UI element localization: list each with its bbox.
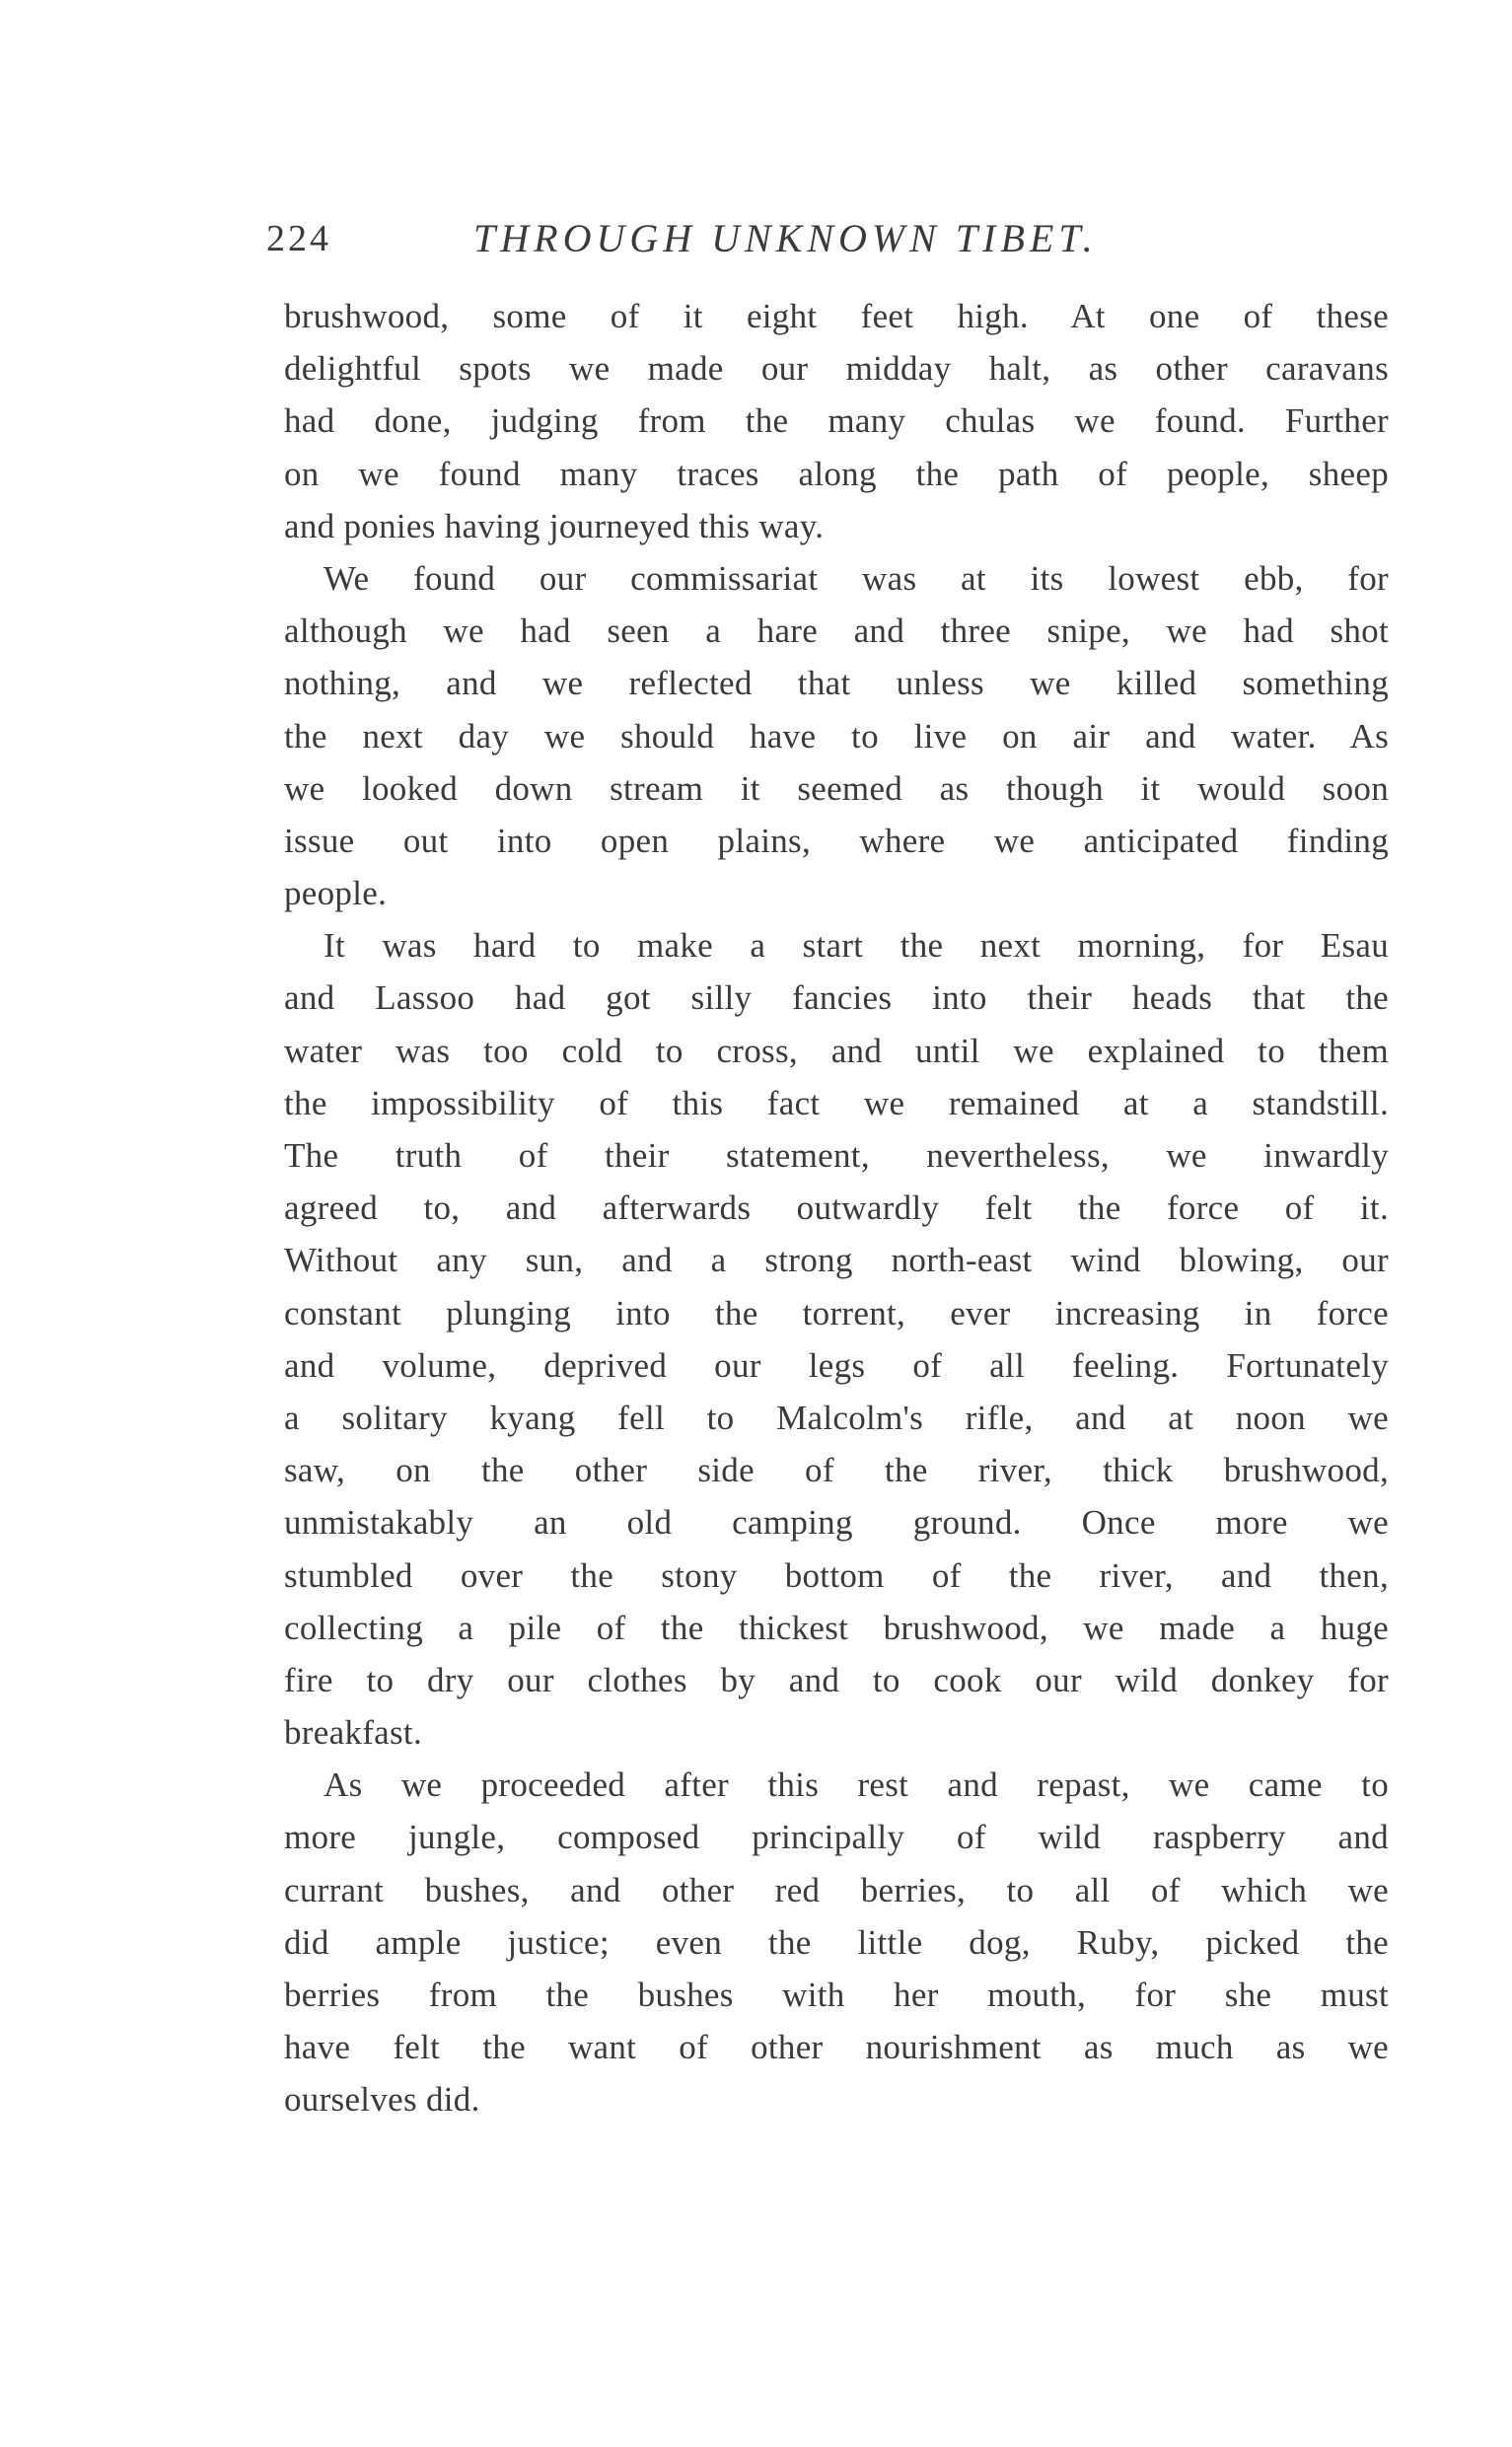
text-line: have felt the want of other nourishment as much as we [284,2028,1389,2067]
page-number: 224 [266,218,331,259]
text-line: breakfast. [284,1713,423,1753]
text-line: Without any sun, and a strong north-east wind blowing, our [284,1241,1389,1280]
text-line: on we found many traces along the path of people, sheep [284,454,1389,493]
text-line: fire to dry our clothes by and to cook our wild donkey for [284,1660,1389,1699]
text-line: collecting a pile of the thickest brushwood, we made a huge [284,1608,1389,1647]
text-line: more jungle, composed principally of wild raspberry and [284,1818,1389,1857]
text-line: saw, on the other side of the river, thick brushwood, [284,1451,1389,1490]
text-line: constant plunging into the torrent, ever increasing in force [284,1293,1389,1332]
text-line: agreed to, and afterwards outwardly felt the force of it. [284,1188,1389,1228]
text-line: issue out into open plains, where we anticipated finding [284,821,1389,860]
text-line: a solitary kyang fell to Malcolm's rifle, and at noon we [284,1398,1389,1437]
text-line: water was too cold to cross, and until we explained to them [284,1031,1389,1070]
text-line: We found our commissariat was at its lowest ebb, for [324,558,1389,598]
running-head [266,209,1391,268]
text-line: ourselves did. [284,2080,480,2120]
text-line: the impossibility of this fact we remained at a standstill. [284,1083,1389,1122]
text-line: and Lassoo had got silly fancies into their heads that the [284,978,1389,1018]
text-line: although we had seen a hare and three snipe, we had shot [284,612,1389,651]
text-line: berries from the bushes with her mouth, for she must [284,1976,1389,2014]
text-line: currant bushes, and other red berries, to all of which we [284,1870,1389,1909]
text-line: had done, judging from the many chulas we found. Further [284,401,1389,441]
text-line: nothing, and we reflected that unless we killed something [284,664,1389,703]
text-line: delightful spots we made our midday halt, as other caravans [284,349,1389,389]
text-line: people. [284,874,388,913]
text-line: The truth of their statement, nevertheless, we inwardly [284,1136,1389,1175]
text-line: and ponies having journeyed this way. [284,506,825,545]
running-title: THROUGH UNKNOWN TIBET. [473,216,1098,260]
text-line: did ample justice; even the little dog, Ruby, picked the [284,1922,1389,1962]
body-text [284,290,1389,2126]
text-line: the next day we should have to live on air and water. As [284,716,1389,756]
text-line: we looked down stream it seemed as though it would soon [284,768,1389,808]
text-line: stumbled over the stony bottom of the river, and then, [284,1555,1389,1595]
text-line: It was hard to make a start the next morning, for Esau [324,926,1389,966]
text-line: As we proceeded after this rest and repast, we came to [324,1765,1389,1805]
text-line: unmistakably an old camping ground. Once more we [284,1503,1389,1543]
text-line: brushwood, some of it eight feet high. At one of these [284,297,1389,335]
text-line: and volume, deprived our legs of all feeling. Fortunately [284,1345,1389,1385]
